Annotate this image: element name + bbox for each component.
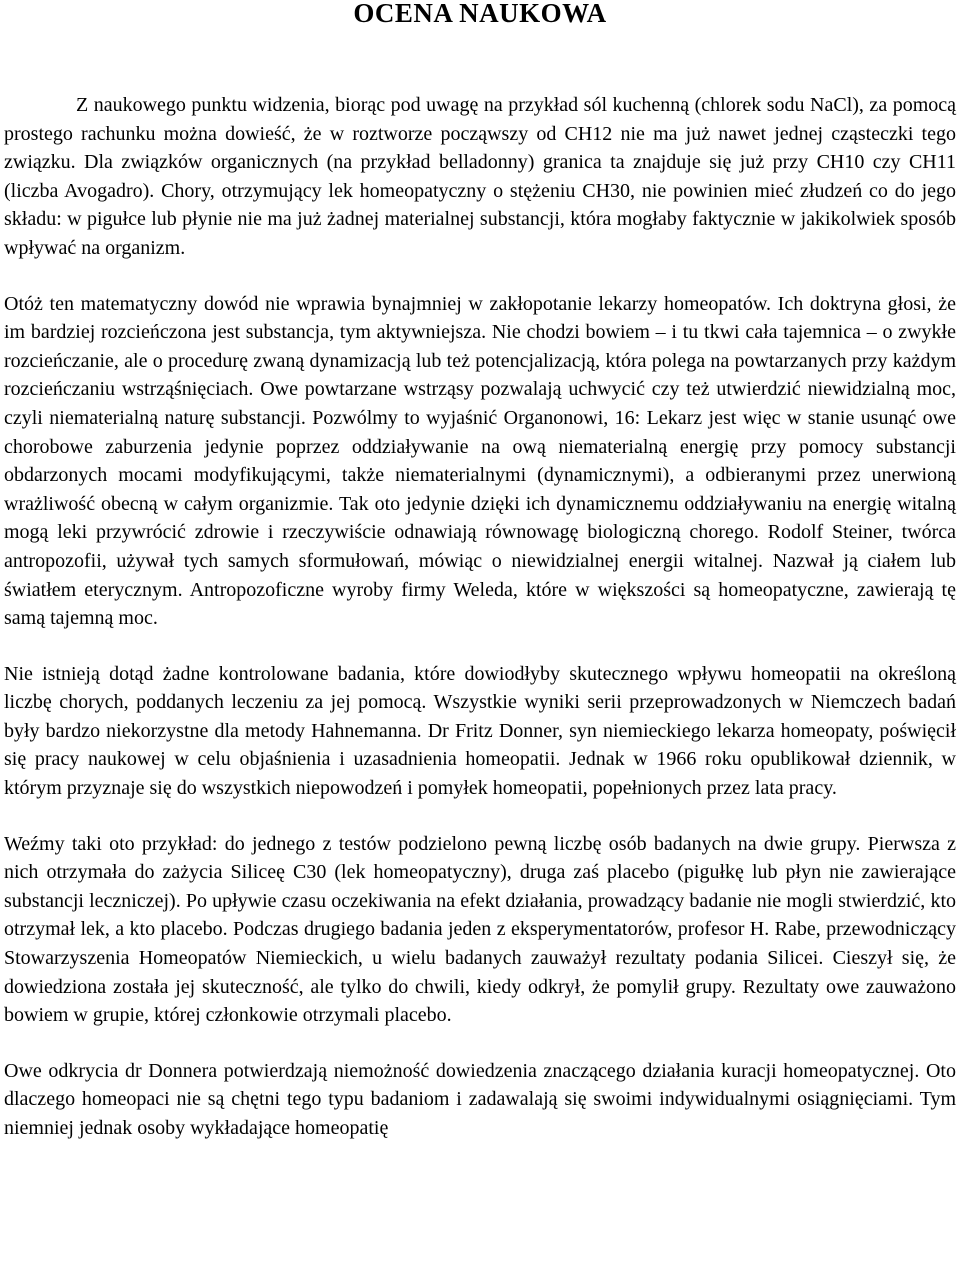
paragraph-example-test: Weźmy taki oto przykład: do jednego z testów podzielono pewną liczbę osób badanych na dwie grupy. Pierwsza z nich otrzymała do zażycia Siliceę C30 (lek homeopatyczny), druga zaś placebo (pigułkę lub płyn nie zawierające substancji leczniczej). Po upływie czasu oczekiwania na efekt działania, prowadzący badanie nie mogli stwierdzić, kto otrzymał lek, a kto placebo. Podczas drugiego badania jeden z eksperymentatorów, profesor H. Rabe, przewodniczący Stowarzyszenia Homeopatów Niemieckich, u wielu badanych zauważył rezultaty podania Silicei. Cieszył się, że dowiedziona została jej skuteczność, ale tylko do chwili, kiedy odkrył, że pomylił grupy. Rezultaty owe zauważono bowiem w grupie, której członkowie otrzymali placebo. (4, 832, 956, 1027)
paragraph-dynamization: Otóż ten matematyczny dowód nie wprawia bynajmniej w zakłopotanie lekarzy homeopatów. Ich doktryna głosi, że im bardziej rozcieńczona jest substancja, tym aktywniejsza. Nie chodzi bowiem – i tu tkwi cała tajemnica – o zwykłe rozcieńczanie, ale o procedurę zwaną dynamizacją lub też potencjalizacją, która polega na powtarzanych przy każdym rozcieńczaniu wstrząśnięciach. Owe powtarzane wstrząsy pozwalają uchwycić czy też utwierdzić niewidzialną moc, czyli niematerialną naturę substancji. Pozwólmy to wyjaśnić Organonowi, 16: Lekarz jest więc w stanie usunąć owe chorobowe zaburzenia jedynie poprzez oddziaływanie na ową niematerialną energię przy pomocy substancji obdarzonych mocami modyfikującymi, także niematerialnymi (dynamicznymi), a odbieranymi przez unerwioną wrażliwość obecną w całym organizmie. Tak oto jedynie dzięki ich dynamicznemu oddziaływaniu na energię witalną mogą leki przywrócić zdrowie i rzeczywiście odnawiają równowagę biologiczną chorego. Rodolf Steiner, twórca antropozofii, używał tych samych sformułowań, mówiąc o niewidzialnej energii witalnej. Nazwał ją ciałem lub światłem eterycznym. Antropozoficzne wyroby firmy Weleda, które w większości są homeopatyczne, zawierają tę samą tajemną moc. (4, 292, 956, 630)
paragraph-donner-findings: Owe odkrycia dr Donnera potwierdzają niemożność dowiedzenia znaczącego działania kuracji homeopatycznej. Oto dlaczego homeopaci nie są chętni tego typu badaniom i zadawalają się swoimi indywidualnymi osiągnięciami. Tym niemniej jednak osoby wykładające homeopatię (4, 1059, 956, 1139)
document-title: OCENA NAUKOWA (353, 0, 607, 28)
paragraph-scientific-view: Z naukowego punktu widzenia, biorąc pod uwagę na przykład sól kuchenną (chlorek sodu NaCl), za pomocą prostego rachunku można dowieść, że w roztworze począwszy od CH12 nie ma już nawet jednej cząsteczki tego związku. Dla związków organicznych (na przykład belladonny) granica ta znajduje się już przy CH10 czy CH11 (liczba Avogadro). Chory, otrzymujący lek homeopatyczny o stężeniu CH30, nie powinien mieć złudzeń co do jego składu: w pigułce lub płynie nie ma już żadnej materialnej substancji, która mogłaby faktycznie w jakikolwiek sposób wpływać na organizm. (4, 94, 956, 259)
paragraph-no-studies: Nie istnieją dotąd żadne kontrolowane badania, które dowiodłyby skutecznego wpływu homeopatii na określoną liczbę chorych, poddanych leczeniu za jej pomocą. Wszystkie wyniki serii przeprowadzonych w Niemczech badań były bardzo niekorzystne dla metody Hahnemanna. Dr Fritz Donner, syn niemieckiego lekarza homeopaty, poświęcił się pracy naukowej w celu objaśnienia i uzasadnienia homeopatii. Jednak w 1966 roku opublikował dziennik, w którym przyznaje się do wszystkich niepowodzeń i pomyłek homeopatii, popełnionych przez lata pracy. (4, 662, 956, 800)
